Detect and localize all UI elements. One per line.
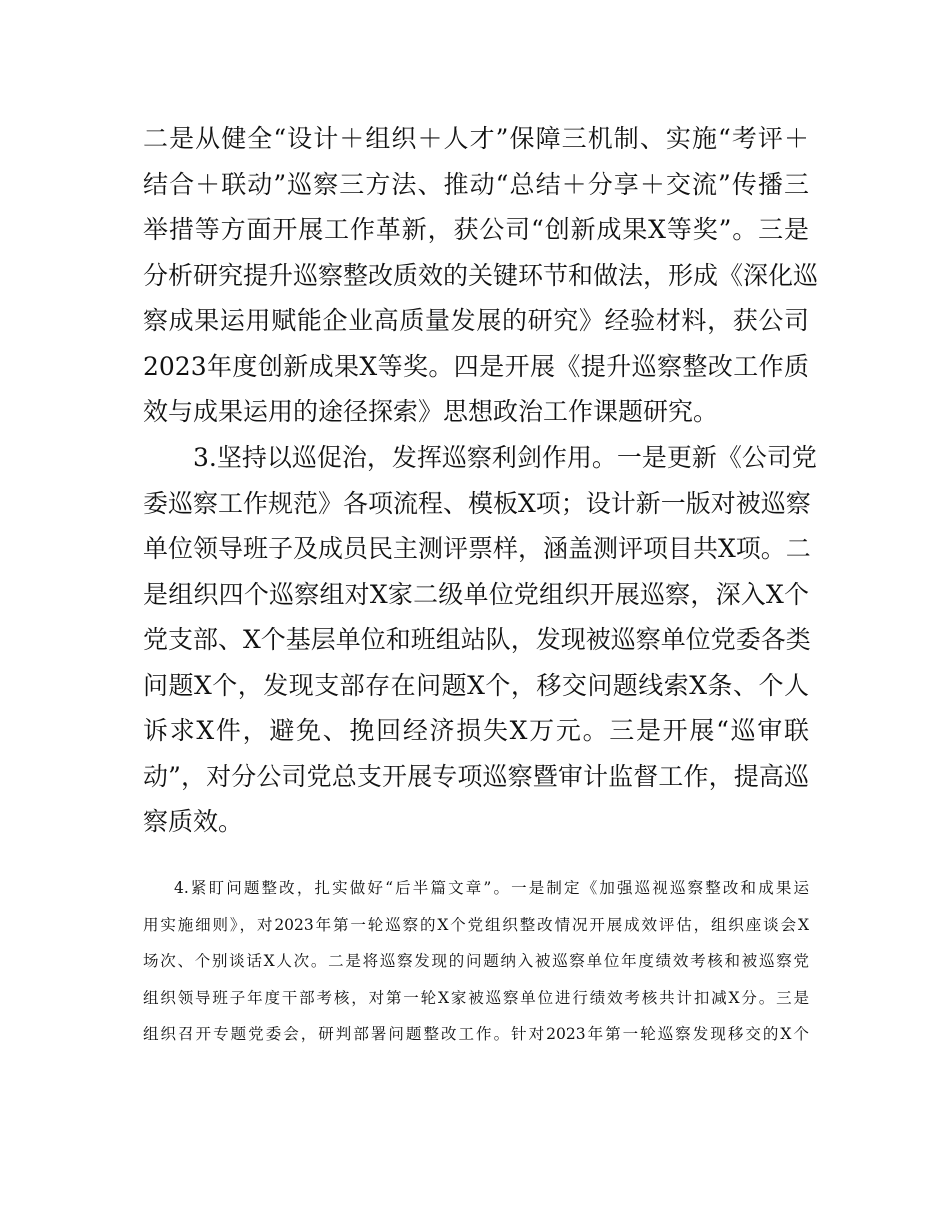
text-line: 效与成果运用的途径探索》思想政治工作课题研究。 (143, 397, 719, 426)
small-text-block (143, 870, 809, 1053)
text-line: 察质效。 (143, 807, 244, 836)
text-line: 结合＋联动”巡察三方法、推动“总结＋分享＋交流”传播三 (143, 169, 809, 199)
text-line: 2023年度创新成果X等奖。四是开展《提升巡察整改工作质 (143, 351, 809, 381)
text-line: 组织领导班子年度干部考核，对第一轮X家被巡察单位进行绩效考核共计扣减X分。三是 (143, 988, 809, 1007)
text-line: 组织召开专题党委会，研判部署问题整改工作。针对2023年第一轮巡察发现移交的X个 (143, 1025, 809, 1044)
text-line: 用实施细则》，对2023年第一轮巡察的X个党组织整改情况开展成效评估，组织座谈会X (143, 915, 809, 934)
text-line: 二是从健全“设计＋组织＋人才”保障三机制、实施“考评＋ (143, 124, 809, 153)
text-line: 察成果运用赋能企业高质量发展的研究》经验材料，获公司 (143, 306, 809, 335)
paragraph-rectification (143, 870, 809, 1053)
text-line: 场次、个别谈话X人次。二是将巡察发现的问题纳入被巡察单位年度绩效考核和被巡察党 (143, 952, 809, 971)
text-line: 问题X个，发现支部存在问题X个，移交问题线索X条、个人 (143, 670, 809, 700)
text-line: 4.紧盯问题整改，扎实做好“后半篇文章”。一是制定《加强巡视巡察整改和成果运 (174, 879, 809, 897)
text-line: 是组织四个巡察组对X家二级单位党组织开展巡察，深入X个 (143, 579, 809, 609)
text-line: 动”，对分公司党总支开展专项巡察暨审计监督工作，提高巡 (143, 761, 809, 791)
text-line: 委巡察工作规范》各项流程、模板X项；设计新一版对被巡察 (143, 488, 811, 518)
text-line: 诉求X件，避免、挽回经济损失X万元。三是开展“巡审联 (143, 716, 809, 745)
text-line: 分析研究提升巡察整改质效的关键环节和做法，形成《深化巡 (143, 260, 819, 290)
text-line: 举措等方面开展工作革新，获公司“创新成果X等奖”。三是 (143, 215, 809, 244)
text-line: 3.坚持以巡促治，发挥巡察利剑作用。一是更新《公司党 (193, 443, 817, 472)
text-line: 党支部、X个基层单位和班组站队，发现被巡察单位党委各类 (143, 625, 811, 654)
paragraph-inspection-governance (143, 435, 817, 845)
text-line: 单位领导班子及成员民主测评票样，涵盖测评项目共X项。二 (143, 534, 811, 563)
paragraph-innovation (143, 116, 819, 435)
main-text-block (143, 116, 819, 845)
